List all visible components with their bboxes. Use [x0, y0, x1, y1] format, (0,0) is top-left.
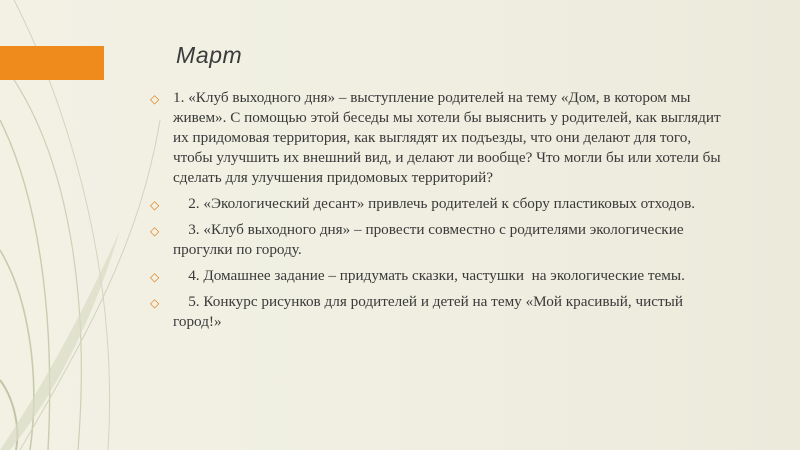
diamond-outline-icon: ◇	[150, 296, 160, 310]
decor-leaf	[0, 230, 120, 450]
list-item	[150, 292, 730, 332]
list-item-text: 4. Домашнее задание – придумать сказки, частушки на экологические темы.	[173, 267, 685, 284]
accent-bar	[0, 46, 104, 80]
list-item	[150, 88, 730, 188]
list-item-text: 5. Конкурс рисунков для родителей и детей на тему «Мой красивый, чистый город!»	[173, 293, 687, 330]
list-item-text: 2. «Экологический десант» привлечь родителей к сбору пластиковых отходов.	[173, 195, 696, 212]
bullet-list	[150, 88, 730, 338]
list-item	[150, 220, 730, 260]
diamond-outline-icon: ◇	[150, 92, 160, 106]
slide-title: Март	[176, 42, 243, 68]
list-item	[150, 194, 730, 214]
diamond-outline-icon: ◇	[150, 224, 160, 238]
list-item	[150, 266, 730, 286]
diamond-outline-icon: ◇	[150, 270, 160, 284]
diamond-outline-icon: ◇	[150, 198, 160, 212]
list-item-text: 1. «Клуб выходного дня» – выступление родителей на тему «Дом, в котором мы живем». С помощью этой беседы мы хотели бы выяснить у родителей, как выглядит их придомовая территория, как выглядят их подъезды, что они делают для того, чтобы улучшить их внешний вид, и делают ли вообще? Что могли бы или хотели бы сделать для улучшения придомовых территорий?	[173, 89, 725, 186]
list-item-text: 3. «Клуб выходного дня» – провести совместно с родителями экологические прогулки по городу.	[173, 221, 688, 258]
